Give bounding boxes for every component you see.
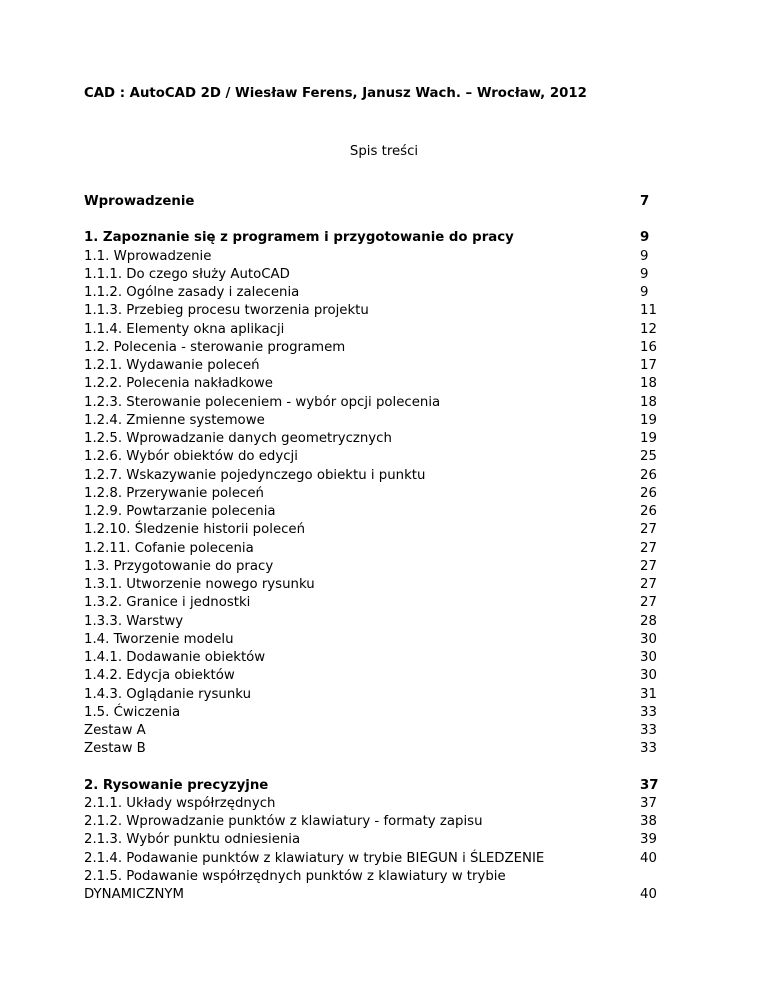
toc-entry-title: 2.1.1. Układy współrzędnych xyxy=(84,795,276,811)
toc-entry-page: 39 xyxy=(640,832,657,848)
toc-entry-title: 1.1.3. Przebieg procesu tworzenia projektu xyxy=(84,303,369,319)
toc-entry-page: 38 xyxy=(640,814,657,829)
toc-entry xyxy=(84,813,664,831)
toc-entry xyxy=(84,412,664,430)
toc-entry-page: 9 xyxy=(640,230,650,246)
toc-entry-page: 12 xyxy=(640,321,657,337)
toc-entry xyxy=(84,868,664,905)
table-of-contents xyxy=(84,193,664,922)
toc-entry xyxy=(84,576,664,594)
toc-entry xyxy=(84,357,664,375)
toc-entry xyxy=(84,503,664,521)
toc-entry xyxy=(84,795,664,813)
toc-entry-page: 27 xyxy=(640,540,657,556)
toc-entry xyxy=(84,302,664,320)
toc-entry-page: 26 xyxy=(640,485,657,501)
toc-entry xyxy=(84,613,664,631)
toc-entry xyxy=(84,248,664,266)
toc-entry-title: 1.2.4. Zmienne systemowe xyxy=(84,412,265,428)
toc-entry-title: 1.5. Ćwiczenia xyxy=(84,704,181,720)
toc-entry-title: 2.1.5. Podawanie współrzędnych punktów z klawiatury w trybie DYNAMICZNYM xyxy=(84,868,506,902)
toc-entry-page: 19 xyxy=(640,412,657,428)
toc-entry xyxy=(84,667,664,685)
toc-entry xyxy=(84,339,664,357)
toc-entry xyxy=(84,649,664,667)
toc-entry-title: 1.2.2. Polecenia nakładkowe xyxy=(84,376,273,392)
toc-entry xyxy=(84,850,664,868)
document-heading: CAD : AutoCAD 2D / Wiesław Ferens, Janusz Wach. – Wrocław, 2012 xyxy=(84,86,587,101)
toc-entry-page: 27 xyxy=(640,577,657,592)
toc-entry xyxy=(84,321,664,339)
toc-entry-title: 1.1. Wprowadzenie xyxy=(84,248,212,264)
toc-entry-title: 2.1.4. Podawanie punktów z klawiatury w trybie BIEGUN i ŚLEDZENIE xyxy=(84,850,545,866)
toc-entry-title: 1.4.3. Oglądanie rysunku xyxy=(84,686,251,702)
toc-entry-chapter-heading xyxy=(84,777,664,795)
toc-entry xyxy=(84,521,664,539)
toc-entry-title: 1.2.11. Cofanie polecenia xyxy=(84,540,254,556)
toc-entry-title: 1.2.10. Śledzenie historii poleceń xyxy=(84,522,306,538)
toc-entry-page: 40 xyxy=(640,850,657,866)
toc-entry xyxy=(84,831,664,849)
toc-entry-title: 1.3.2. Granice i jednostki xyxy=(84,595,251,611)
toc-entry xyxy=(84,266,664,284)
toc-entry xyxy=(84,631,664,649)
toc-entry xyxy=(84,558,664,576)
toc-entry xyxy=(84,430,664,448)
toc-entry-page: 7 xyxy=(640,194,650,209)
toc-entry-title: Wprowadzenie xyxy=(84,194,195,209)
toc-entry xyxy=(84,394,664,412)
toc-entry xyxy=(84,722,664,740)
toc-entry-page: 27 xyxy=(640,558,657,574)
toc-entry xyxy=(84,686,664,704)
toc-entry-title: 1.1.4. Elementy okna aplikacji xyxy=(84,321,285,337)
toc-entry-title: Zestaw B xyxy=(84,741,146,757)
toc-entry-page: 30 xyxy=(640,631,657,647)
toc-entry-page: 37 xyxy=(640,777,659,793)
toc-entry-title: 1.4.1. Dodawanie obiektów xyxy=(84,650,266,665)
toc-entry-page: 11 xyxy=(640,303,657,319)
toc-entry-page: 19 xyxy=(640,431,657,446)
toc-entry-page: 26 xyxy=(640,467,657,483)
toc-entry-page: 33 xyxy=(640,741,657,757)
toc-entry-page: 30 xyxy=(640,650,657,665)
toc-entry-page: 16 xyxy=(640,339,657,355)
toc-entry-title: 1.2.9. Powtarzanie polecenia xyxy=(84,504,276,519)
toc-entry xyxy=(84,594,664,612)
toc-entry-page: 27 xyxy=(640,522,657,538)
toc-entry-page: 9 xyxy=(640,266,649,282)
toc-entry xyxy=(84,448,664,466)
toc-entry-title: 1.2.6. Wybór obiektów do edycji xyxy=(84,449,298,465)
toc-entry-title: 1.1.2. Ogólne zasady i zalecenia xyxy=(84,285,300,300)
toc-title: Spis treści xyxy=(349,144,419,159)
toc-entry-page: 28 xyxy=(640,613,657,629)
toc-entry-page: 33 xyxy=(640,704,657,720)
toc-entry-title: 2.1.3. Wybór punktu odniesienia xyxy=(84,832,301,848)
toc-entry-page: 37 xyxy=(640,795,657,811)
toc-entry xyxy=(84,740,664,758)
toc-entry-page: 40 xyxy=(640,887,657,902)
toc-entry-page: 17 xyxy=(640,358,657,373)
toc-entry-page: 18 xyxy=(640,394,657,410)
toc-entry-page: 9 xyxy=(640,248,649,264)
toc-entry-page: 26 xyxy=(640,504,657,519)
toc-entry xyxy=(84,375,664,393)
toc-entry-title: 1.2. Polecenia - sterowanie programem xyxy=(84,339,346,355)
toc-section-chapter-1 xyxy=(84,229,664,758)
toc-entry-title: 1.4.2. Edycja obiektów xyxy=(84,668,235,684)
toc-entry-intro xyxy=(84,193,664,211)
toc-entry-page: 25 xyxy=(640,449,657,465)
toc-entry-title: 1.3. Przygotowanie do pracy xyxy=(84,558,274,574)
toc-entry-page: 31 xyxy=(640,686,657,702)
toc-entry-title: 2. Rysowanie precyzyjne xyxy=(84,777,269,793)
toc-entry xyxy=(84,540,664,558)
toc-entry-title: Zestaw A xyxy=(84,723,146,738)
toc-section-intro xyxy=(84,193,664,211)
toc-entry-title: 1.2.8. Przerywanie poleceń xyxy=(84,485,264,501)
toc-entry-title: 1.2.7. Wskazywanie pojedynczego obiektu i punktu xyxy=(84,467,426,483)
toc-entry-title: 1.2.5. Wprowadzanie danych geometrycznych xyxy=(84,431,392,446)
toc-entry-title: 1.3.3. Warstwy xyxy=(84,613,184,629)
toc-entry-title: 1.1.1. Do czego służy AutoCAD xyxy=(84,266,290,282)
toc-entry-chapter-heading xyxy=(84,229,664,247)
toc-entry xyxy=(84,467,664,485)
toc-entry-title: 1. Zapoznanie się z programem i przygotowanie do pracy xyxy=(84,230,514,246)
toc-entry xyxy=(84,704,664,722)
toc-entry xyxy=(84,485,664,503)
toc-entry-page: 33 xyxy=(640,723,657,738)
toc-entry-title: 1.2.1. Wydawanie poleceń xyxy=(84,358,260,373)
toc-entry-title: 1.3.1. Utworzenie nowego rysunku xyxy=(84,577,315,592)
toc-entry-title: 1.4. Tworzenie modelu xyxy=(84,631,234,647)
toc-entry-title: 2.1.2. Wprowadzanie punktów z klawiatury - formaty zapisu xyxy=(84,814,483,829)
toc-entry xyxy=(84,284,664,302)
toc-section-chapter-2 xyxy=(84,777,664,905)
toc-entry-title: 1.2.3. Sterowanie poleceniem - wybór opcji polecenia xyxy=(84,394,441,410)
toc-entry-page: 27 xyxy=(640,595,657,611)
toc-entry-page: 9 xyxy=(640,285,649,300)
toc-entry-page: 18 xyxy=(640,376,657,392)
toc-entry-page: 30 xyxy=(640,668,657,684)
